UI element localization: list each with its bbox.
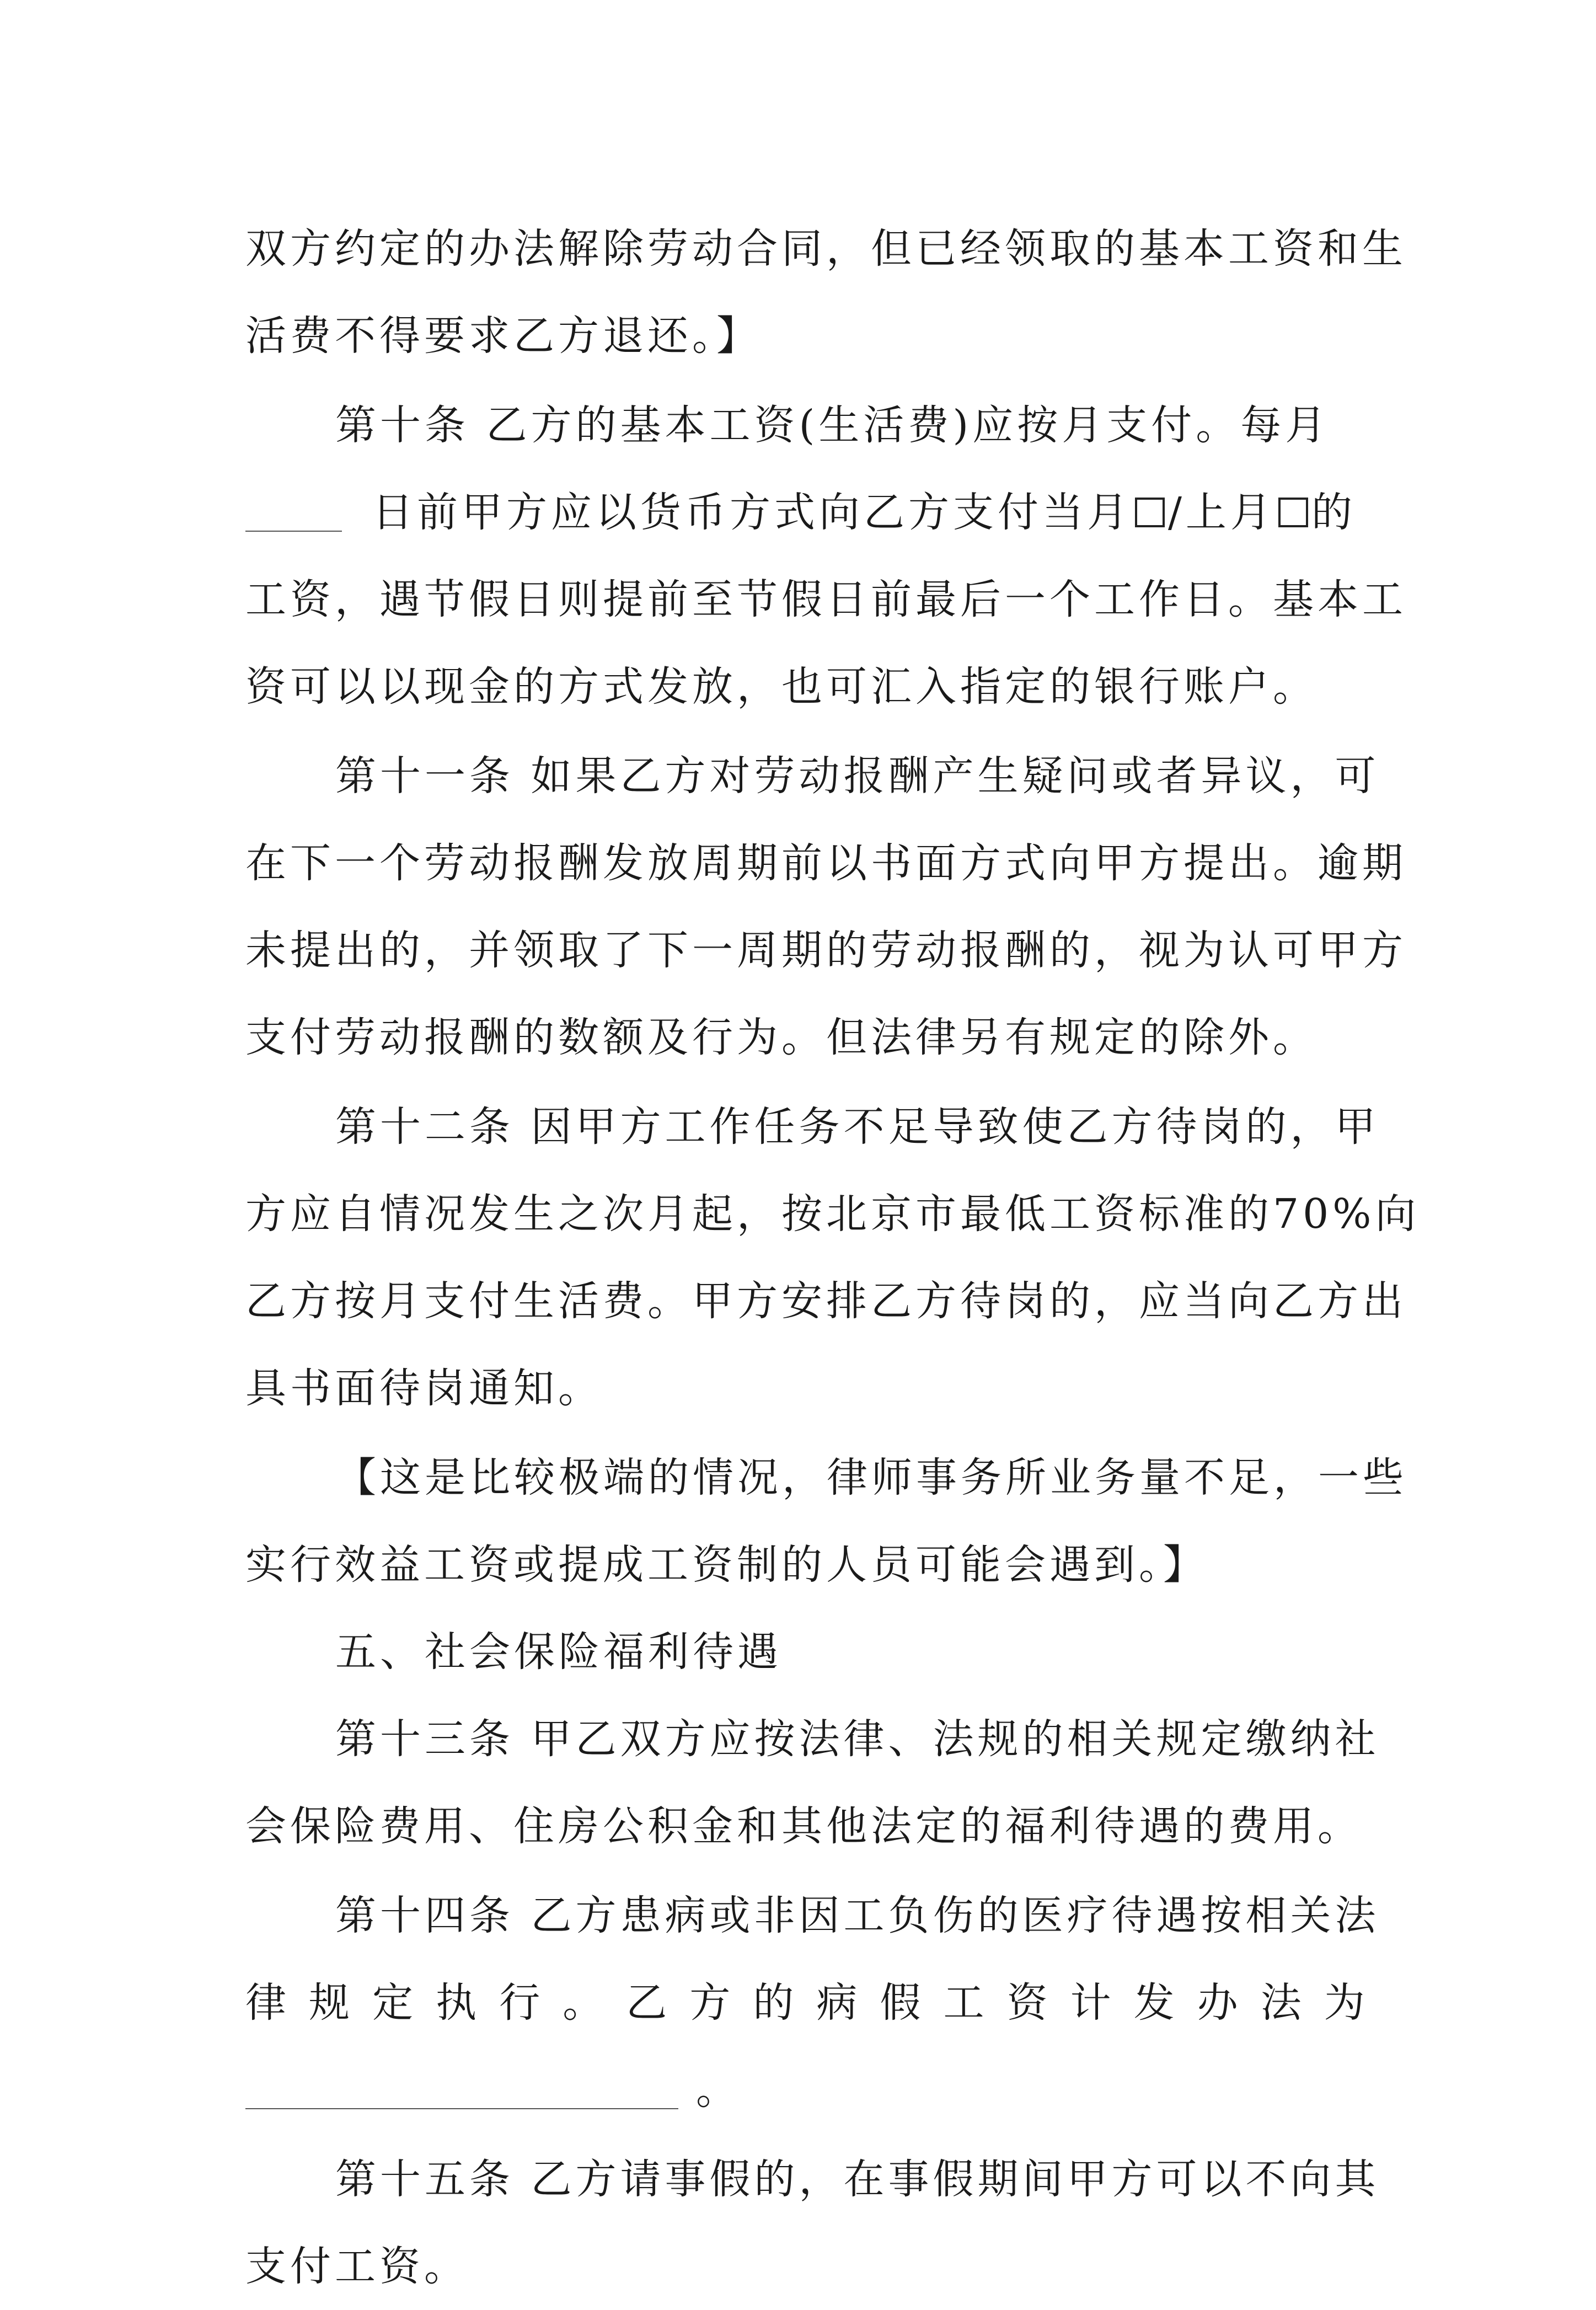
char: 乙 [626,1979,667,2026]
article-14-heading: 第十四条 乙方患病或非因工负伤的医疗待遇按相关法 [335,1892,1380,1939]
text-line-1: 双方约定的办法解除劳动合同，但已经领取的基本工资和生 [245,225,1407,272]
text-line-24: 支付工资。 [245,2243,469,2290]
current-month-checkbox[interactable] [1135,498,1165,527]
char: 方 [689,1979,731,2026]
char: 的 [753,1979,794,2026]
char: 计 [1070,1979,1111,2026]
text-line-4-part-b: /上月 [1168,489,1275,536]
char: 律 [245,1979,286,2026]
text-line-4-part-c: 的 [1311,489,1356,536]
char: 办 [1197,1979,1238,2026]
text-line-22-period: 。 [696,2066,741,2114]
char: 为 [1324,1979,1365,2026]
article-15-heading: 第十五条 乙方请事假的，在事假期间甲方可以不向其 [335,2156,1380,2203]
section-heading-social-insurance: 五、社会保险福利待遇 [335,1628,782,1676]
previous-month-checkbox[interactable] [1278,498,1308,527]
text-line-19: 会保险费用、住房公积金和其他法定的福利待遇的费用。 [245,1803,1362,1850]
text-line-14: 具书面待岗通知。 [245,1365,603,1412]
text-line-13: 乙方按月支付生活费。甲方安排乙方待岗的，应当向乙方出 [245,1277,1407,1325]
article-13-heading: 第十三条 甲乙双方应按法律、法规的相关规定缴纳社 [335,1715,1380,1763]
text-line-10: 支付劳动报酬的数额及行为。但法律另有规定的除外。 [245,1014,1317,1061]
char: 病 [816,1979,858,2026]
text-line-9: 未提出的，并领取了下一周期的劳动报酬的，视为认可甲方 [245,927,1407,974]
char: 执 [436,1979,477,2026]
char: 假 [880,1979,921,2026]
document-page [245,205,1420,2310]
article-11-heading: 第十一条 如果乙方对劳动报酬产生疑问或者异议，可 [335,752,1380,800]
char: 法 [1260,1979,1302,2026]
text-line-12: 方应自情况发生之次月起，按北京市最低工资标准的70%向 [245,1190,1420,1238]
fill-blank-sick-pay-method[interactable] [245,2108,678,2109]
char: 定 [372,1979,414,2026]
text-line-6: 资可以以现金的方式发放，也可汇入指定的银行账户。 [245,663,1317,710]
text-line-4-part-a: 日前甲方应以货币方式向乙方支付当月 [372,489,1132,536]
text-line-2: 活费不得要求乙方退还。】 [245,312,761,360]
fill-blank-pay-day[interactable] [245,530,342,532]
char: 资 [1006,1979,1048,2026]
text-line-21-justified [245,1959,1365,2046]
text-line-5: 工资，遇节假日则提前至节假日前最后一个工作日。基本工 [245,576,1407,623]
article-12-heading: 第十二条 因甲方工作任务不足导致使乙方待岗的，甲 [335,1103,1380,1151]
text-line-22 [245,2046,1365,2133]
article-10-heading: 第十条 乙方的基本工资(生活费)应按月支付。每月 [335,402,1330,449]
char: 规 [309,1979,350,2026]
char: 。 [563,1979,604,2026]
note-line-15: 【这是比较极端的情况，律师事务所业务量不足，一些 [335,1454,1407,1501]
char: 工 [943,1979,984,2026]
char: 行 [499,1979,540,2026]
text-line-4 [245,469,1365,556]
text-line-8: 在下一个劳动报酬发放周期前以书面方式向甲方提出。逾期 [245,839,1407,887]
char: 发 [1133,1979,1175,2026]
note-line-16: 实行效益工资或提成工资制的人员可能会遇到。】 [245,1541,1208,1589]
